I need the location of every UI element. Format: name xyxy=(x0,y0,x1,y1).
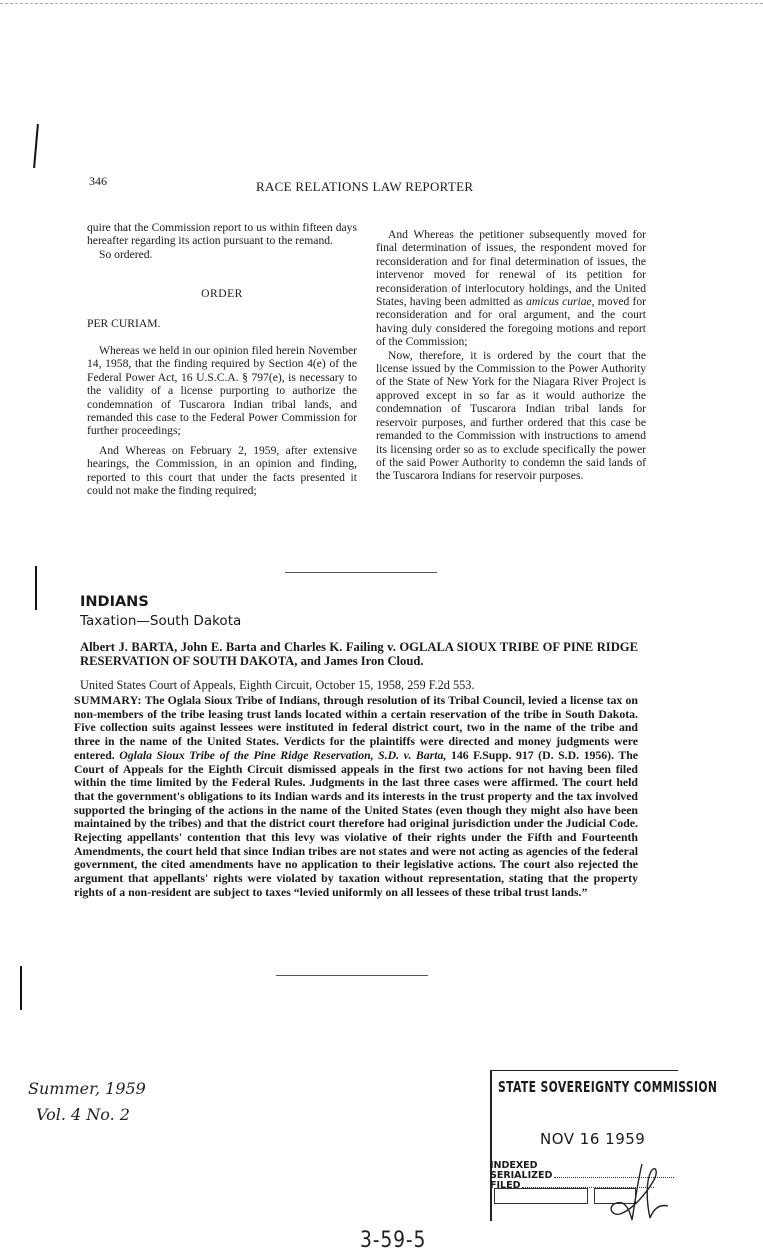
right-p1-end: moved for reconsideration and for oral argument, and the court having duly considered the foregoing motions and report of the Commission; xyxy=(376,295,646,349)
margin-mark-3 xyxy=(20,966,22,1010)
summary-text-b: 146 F.Supp. 917 (D. S.D. 1956). The Court of Appeals for the Eighth Circuit dismissed appeals in the first two actions for not having been filed within the time limited by the Federal Rules. Judgments in the last three cases were affirmed. The court held that the government's obligations to its Indian wards and its interests in the trust property and the tax involved supported the bringing of the actions in the name of the United States (even though they might also have been maintained by the tribes) and that the district court therefore had original jurisdiction under the Judicial Code. Rejecting appellants' contention that this levy was violative of their rights under the Fifth and Fourteenth Amendments, the court held that since Indian tribes are not states and were not acting as agencies of the federal government, the cited amendments have no application to their legislative actions. The court also rejected the argument that appellants' rights were violated by taxation without representation, stating that the property rights of a non-resident are subject to taxes “levied uniformly on all lessees of these tribal trust lands.” xyxy=(74,747,639,899)
margin-mark-2 xyxy=(35,566,37,610)
handwritten-file-number: 3-59-5 xyxy=(360,1228,427,1253)
right-column xyxy=(376,228,646,483)
margin-mark-1 xyxy=(33,124,39,168)
top-edge-line xyxy=(0,3,763,4)
summary-label: SUMMARY: xyxy=(74,693,142,707)
stamp-filed-label: FILED xyxy=(490,1180,521,1191)
signature-initials xyxy=(602,1160,674,1224)
right-p1-text: And Whereas the petitioner subsequently moved for final determination of issues, the respondent moved for reconsideration and for final determination of issues, the intervenor moved for renewal of its petition for reconsideration of interlocutory holdings, and the United States, having been admitted as xyxy=(376,228,646,309)
stamp-indexed-label: INDEXED xyxy=(490,1160,538,1171)
right-p1-italic: amicus curiae, xyxy=(526,295,595,309)
left-so-ordered: So ordered. xyxy=(99,247,153,261)
divider-rule-2 xyxy=(276,975,428,976)
summary-text-a: The Oglala Sioux Tribe of Indians, through resolution of its Tribal Council, levied a license tax on non-members of the tribe leasing trust lands located within a certain reservation of the tribe in South Dakota. Five collection suits against lessees were instituted in federal district court, two in the name of the tribe and three in the name of the United States. Verdicts for the plaintiffs were directed and money judgments were entered. xyxy=(74,693,638,762)
left-paragraph-whereas: Whereas we held in our opinion filed herein November 14, 1958, that the finding required by Section 4(e) of the Federal Power Act, 16 U.S.C.A. § 797(e), is necessary to the validity of a license purporting to authorize the condemnation of Tuscarora Indian tribal lands, and remanded this case to the Federal Power Commission for further proceedings; xyxy=(87,344,357,438)
right-paragraph-1 xyxy=(376,228,646,349)
stamp-title: STATE SOVEREIGNTY COMMISSION xyxy=(498,1078,718,1096)
handwritten-line-1: Summer, 1959 xyxy=(28,1079,146,1098)
order-heading: ORDER xyxy=(201,287,243,301)
case-title: Albert J. BARTA, John E. Barta and Charles K. Failing v. OGLALA SIOUX TRIBE OF PINE RIDGE RESERVATION OF SOUTH DAKOTA, and James Iron Cloud. xyxy=(80,640,638,668)
left-paragraph-1: quire that the Commission report to us within fifteen days hereafter regarding its action pursuant to the remand. xyxy=(87,221,357,248)
section-heading: INDIANS xyxy=(80,594,149,610)
handwritten-line-2: Vol. 4 No. 2 xyxy=(36,1105,130,1124)
right-paragraph-2: Now, therefore, it is ordered by the court that the license issued by the Commission to the Power Authority of the State of New York for the Niagara River Project is approved except in so far as it would authorize the condemnation of Tuscarora Indian tribal lands for reservoir purposes, and further ordered that this case be remanded to the Commission with instructions to amend its licensing order so as to exclude specifically the power of the said Power Authority to condemn the said lands of the Tuscarora Indians for reservoir purposes. xyxy=(376,348,646,483)
summary-italic-case: Oglala Sioux Tribe of the Pine Ridge Reservation, S.D. v. Barta, xyxy=(119,747,447,762)
received-stamp xyxy=(484,1060,718,1228)
per-curiam: PER CURIAM. xyxy=(87,316,161,330)
case-summary xyxy=(74,694,638,900)
stamp-date: NOV 16 1959 xyxy=(540,1130,646,1148)
case-citation: United States Court of Appeals, Eighth Circuit, October 15, 1958, 259 F.2d 553. xyxy=(80,678,475,692)
left-column xyxy=(87,221,357,498)
page-number: 346 xyxy=(89,174,107,188)
stamp-serialized-label: SERIALIZED xyxy=(490,1170,553,1181)
running-head: RACE RELATIONS LAW REPORTER xyxy=(256,179,474,194)
handwritten-note xyxy=(28,1076,146,1128)
stamp-box xyxy=(494,1188,588,1204)
divider-rule-1 xyxy=(285,572,437,573)
left-paragraph-and-whereas: And Whereas on February 2, 1959, after extensive hearings, the Commission, in an opinion and finding, reported to this court that under the facts presented it could not make the finding required; xyxy=(87,443,357,498)
section-subheading: Taxation—South Dakota xyxy=(80,613,242,629)
